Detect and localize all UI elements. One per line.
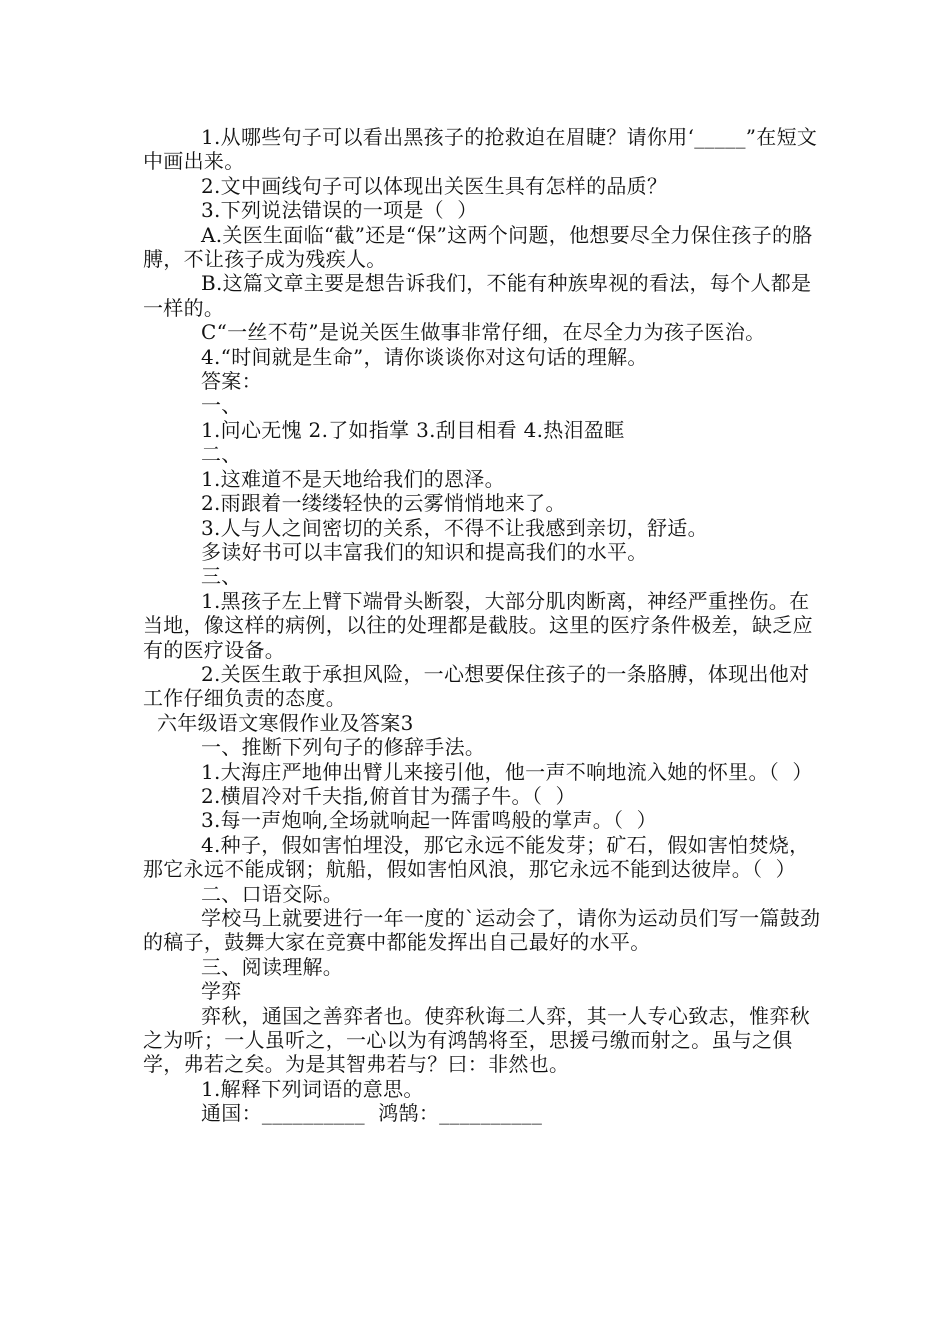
section-title: 六年级语文寒假作业及答案3 — [157, 710, 414, 735]
answer-idioms: 1.问心无愧 2.了如指掌 3.刮目相看 4.热泪盈眶 — [201, 417, 625, 442]
rhetoric-4: 4.种子，假如害怕埋没，那它永远不能发芽；矿石，假如害怕焚烧，那它永远不能成钢；航船，假如害怕风浪，那它永远不能到达彼岸。（ ） — [143, 832, 810, 882]
answer-2-1: 1.这难道不是天地给我们的恩泽。 — [201, 466, 505, 491]
answer-section-3: 三、 — [201, 564, 242, 589]
passage-text: 弈秋，通国之善弈者也。使弈秋诲二人弈，其一人专心致志，惟弈秋之为听；一人虽听之，一心以为有鸿鹄将至，思援弓缴而射之。虽与之俱学，弗若之矣。为是其智弗若与？曰：非然也。 — [143, 1003, 810, 1077]
option-a: A.关医生面临“截”还是“保”这两个问题，他想要尽全力保住孩子的胳膊，不让孩子成为残疾人。 — [143, 222, 813, 272]
answer-section-2: 二、 — [201, 442, 242, 467]
document-body — [143, 125, 823, 1126]
part-2-heading: 二、口语交际。 — [201, 881, 344, 906]
part-3-heading: 三、阅读理解。 — [201, 954, 344, 979]
answer-2-4: 多读好书可以丰富我们的知识和提高我们的水平。 — [201, 539, 648, 564]
passage-title: 学弈 — [201, 979, 242, 1004]
vocab-blanks: 通国：__________ 鸿鹄：__________ — [201, 1101, 543, 1126]
part-1-heading: 一、推断下列句子的修辞手法。 — [201, 735, 486, 760]
question-3: 3.下列说法错误的一项是（ ） — [201, 198, 478, 223]
oral-task: 学校马上就要进行一年一度的`运动会了，请你为运动员们写一篇鼓劲的稿子，鼓舞大家在竞赛中都能发挥出自己最好的水平。 — [143, 906, 821, 955]
option-b: B.这篇文章主要是想告诉我们，不能有种族卑视的看法，每个人都是一样的。 — [143, 271, 812, 320]
option-c: C“一丝不苟”是说关医生做事非常仔细，在尽全力为孩子医治。 — [201, 320, 766, 345]
rhetoric-3: 3.每一声炮响,全场就响起一阵雷鸣般的掌声。（ ） — [201, 808, 657, 833]
answer-section-1: 一、 — [201, 393, 242, 418]
question-2: 2.文中画线句子可以体现出关医生具有怎样的品质？ — [201, 173, 668, 198]
rhetoric-2: 2.横眉冷对千夫指,俯首甘为孺子牛。（ ） — [201, 783, 576, 808]
question-1: 1.从哪些句子可以看出黑孩子的抢救迫在眉睫？请你用‘_____”在短文中画出来。 — [143, 125, 818, 174]
question-4: 4.“时间就是生命”，请你谈谈你对这句话的理解。 — [201, 344, 648, 369]
answer-heading: 答案： — [201, 369, 262, 394]
answer-3-1: 1.黑孩子左上臂下端骨头断裂，大部分肌肉断离，神经严重挫伤。在当地，像这样的病例，以往的处理都是截肢。这里的医疗条件极差，缺乏应有的医疗设备。 — [143, 588, 813, 662]
answer-2-2: 2.雨跟着一缕缕轻快的云雾悄悄地来了。 — [201, 491, 566, 516]
answer-2-3: 3.人与人之间密切的关系，不得不让我感到亲切，舒适。 — [201, 515, 708, 540]
vocab-question: 1.解释下列词语的意思。 — [201, 1076, 424, 1101]
answer-3-2: 2.关医生敢于承担风险，一心想要保住孩子的一条胳膊，体现出他对工作仔细负责的态度。 — [143, 661, 810, 711]
rhetoric-1: 1.大海庄严地伸出臂儿来接引他，他一声不响地流入她的怀里。（ ） — [201, 759, 813, 784]
